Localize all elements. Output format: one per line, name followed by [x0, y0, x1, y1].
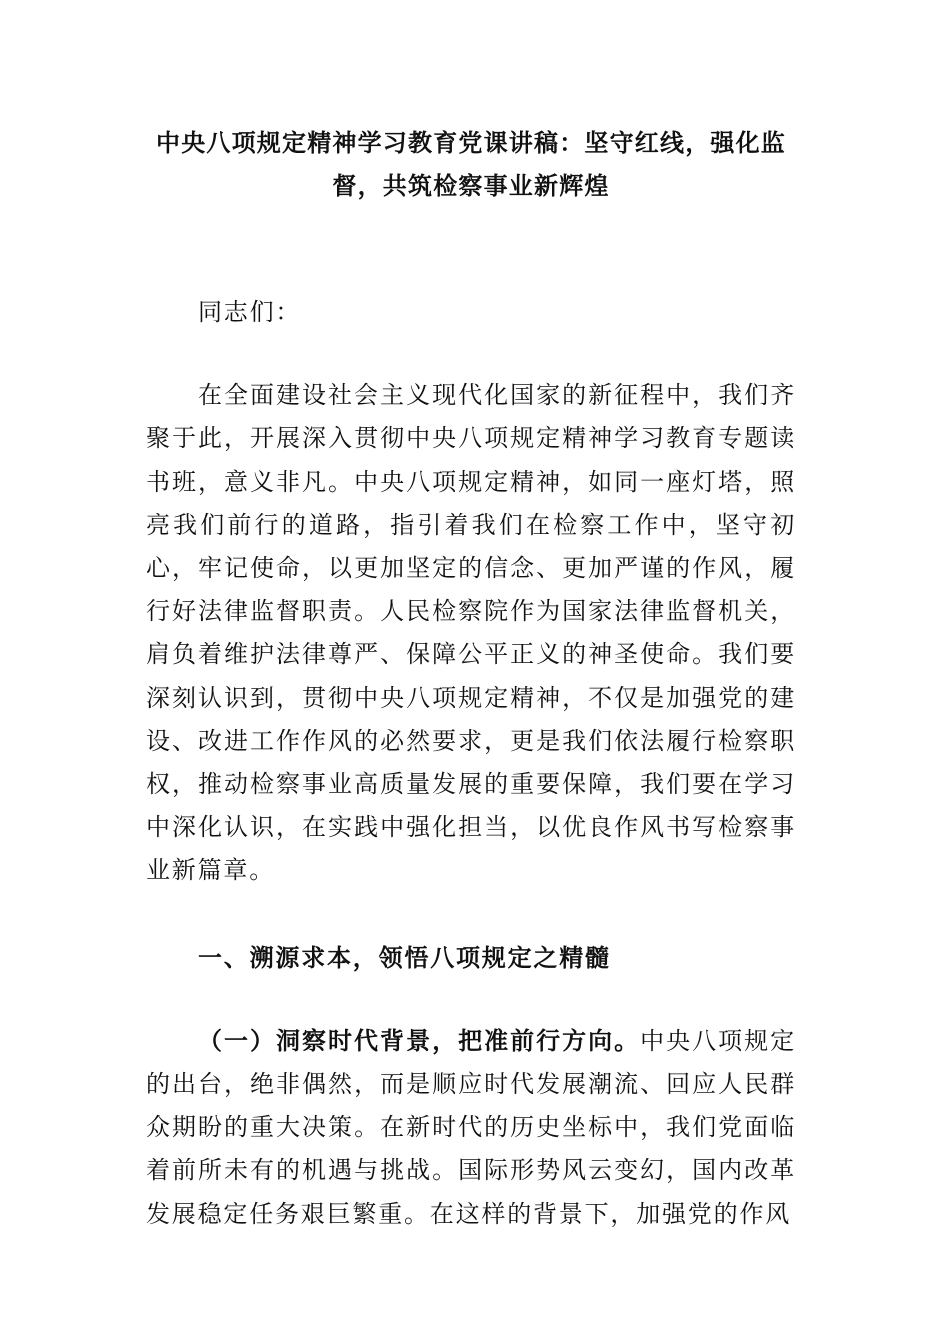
subsection-paragraph — [146, 1020, 796, 1236]
document-title: 中央八项规定精神学习教育党课讲稿：坚守红线，强化监督，共筑检察事业新辉煌 — [156, 129, 786, 200]
subsection-text: 中央八项规定的出台，绝非偶然，而是顺应时代发展潮流、回应人民群众期盼的重大决策。在新时代的历史坐标中，我们党面临着前所未有的机遇与挑战。国际形势风云变幻，国内改革发展稳定任务艰巨繁重。在这样的背景下，加强党的作风 — [146, 1026, 796, 1228]
section-heading: 一、溯源求本，领悟八项规定之精髓 — [198, 943, 611, 972]
salutation: 同志们： — [198, 298, 302, 326]
intro-paragraph: 在全面建设社会主义现代化国家的新征程中，我们齐聚于此，开展深入贯彻中央八项规定精神学习教育专题读书班，意义非凡。中央八项规定精神，如同一座灯塔，照亮我们前行的道路，指引着我们在检察工作中，坚守初心，牢记使命，以更加坚定的信念、更加严谨的作风，履行好法律监督职责。人民检察院作为国家法律监督机关，肩负着维护法律尊严、保障公平正义的神圣使命。我们要深刻认识到，贯彻中央八项规定精神，不仅是加强党的建设、改进工作作风的必然要求，更是我们依法履行检察职权，推动检察事业高质量发展的重要保障，我们要在学习中深化认识，在实践中强化担当，以优良作风书写检察事业新篇章。 — [146, 381, 796, 885]
subsection-lead: （一）洞察时代背景，把准前行方向。 — [198, 1026, 641, 1055]
document-page — [146, 122, 796, 1236]
